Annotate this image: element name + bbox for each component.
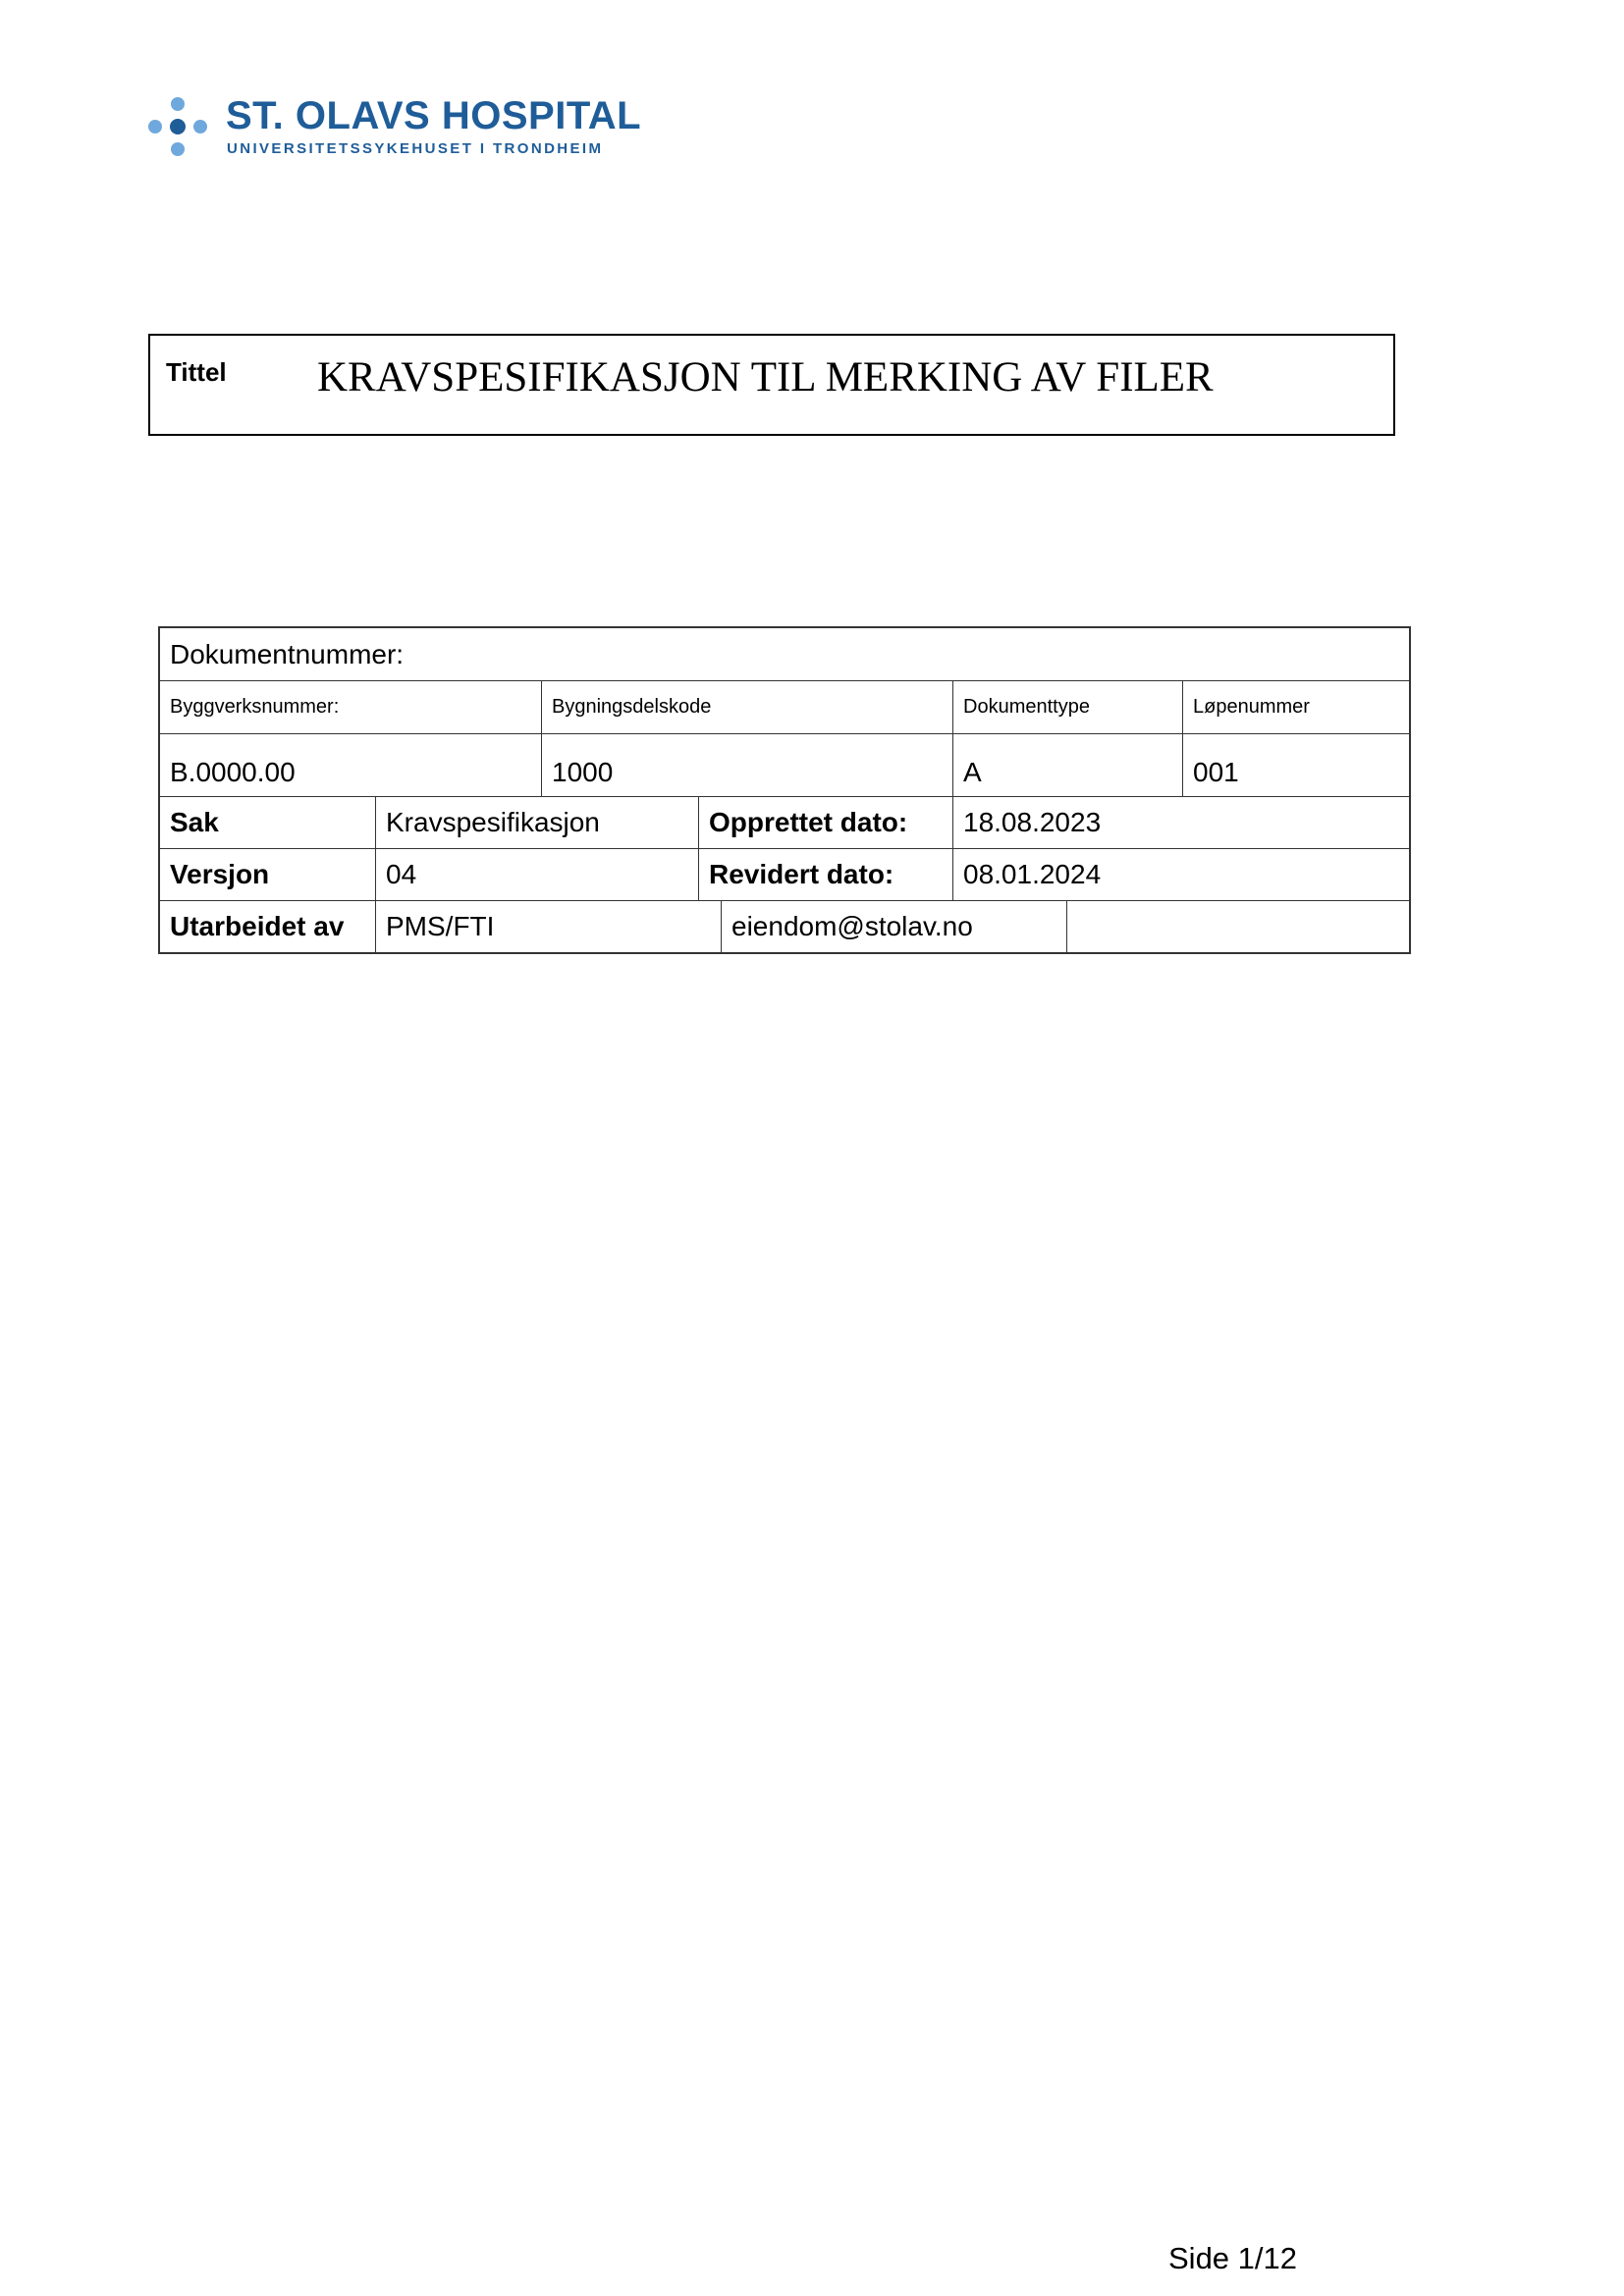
document-number-row [160, 628, 1409, 680]
document-number-label: Dokumentnummer: [170, 638, 405, 669]
document-title: KRAVSPESIFIKASJON TIL MERKING AV FILER [317, 354, 1214, 400]
value-byggverksnummer: B.0000.00 [170, 757, 296, 787]
sak-row [160, 796, 1409, 848]
header-byggverksnummer: Byggverksnummer: [170, 696, 340, 718]
utarbeidet-value: PMS/FTI [375, 901, 721, 952]
header-dokumenttype: Dokumenttype [952, 681, 1182, 733]
document-info-table [158, 626, 1411, 954]
opprettet-value: 18.08.2023 [952, 797, 1409, 848]
empty-cell [1066, 901, 1409, 952]
sak-label: Sak [170, 807, 219, 837]
header-bygningsdelskode: Bygningsdelskode [541, 681, 952, 733]
utarbeidet-row [160, 900, 1409, 952]
logo-subtitle: UNIVERSITETSSYKEHUSET I TRONDHEIM [227, 140, 604, 157]
logo-name: ST. OLAVS HOSPITAL [226, 94, 642, 137]
value-lopenummer: 001 [1182, 734, 1409, 796]
document-number-headers-row [160, 680, 1409, 733]
value-dokumenttype: A [952, 734, 1182, 796]
versjon-label: Versjon [170, 859, 270, 889]
versjon-row [160, 848, 1409, 900]
sak-value: Kravspesifikasjon [375, 797, 698, 848]
opprettet-label: Opprettet dato: [698, 797, 952, 848]
hospital-logo [147, 94, 658, 165]
versjon-value: 04 [375, 849, 698, 900]
title-label: Tittel [166, 357, 227, 387]
title-box [148, 334, 1395, 436]
value-bygningsdelskode: 1000 [541, 734, 952, 796]
utarbeidet-label: Utarbeidet av [170, 911, 345, 941]
page-number: Side 1/12 [1168, 2241, 1297, 2275]
revidert-value: 08.01.2024 [952, 849, 1409, 900]
revidert-label: Revidert dato: [698, 849, 952, 900]
logo-dots-icon [147, 96, 208, 157]
document-number-values-row [160, 733, 1409, 796]
header-lopenummer: Løpenummer [1182, 681, 1409, 733]
email-value: eiendom@stolav.no [721, 901, 1066, 952]
